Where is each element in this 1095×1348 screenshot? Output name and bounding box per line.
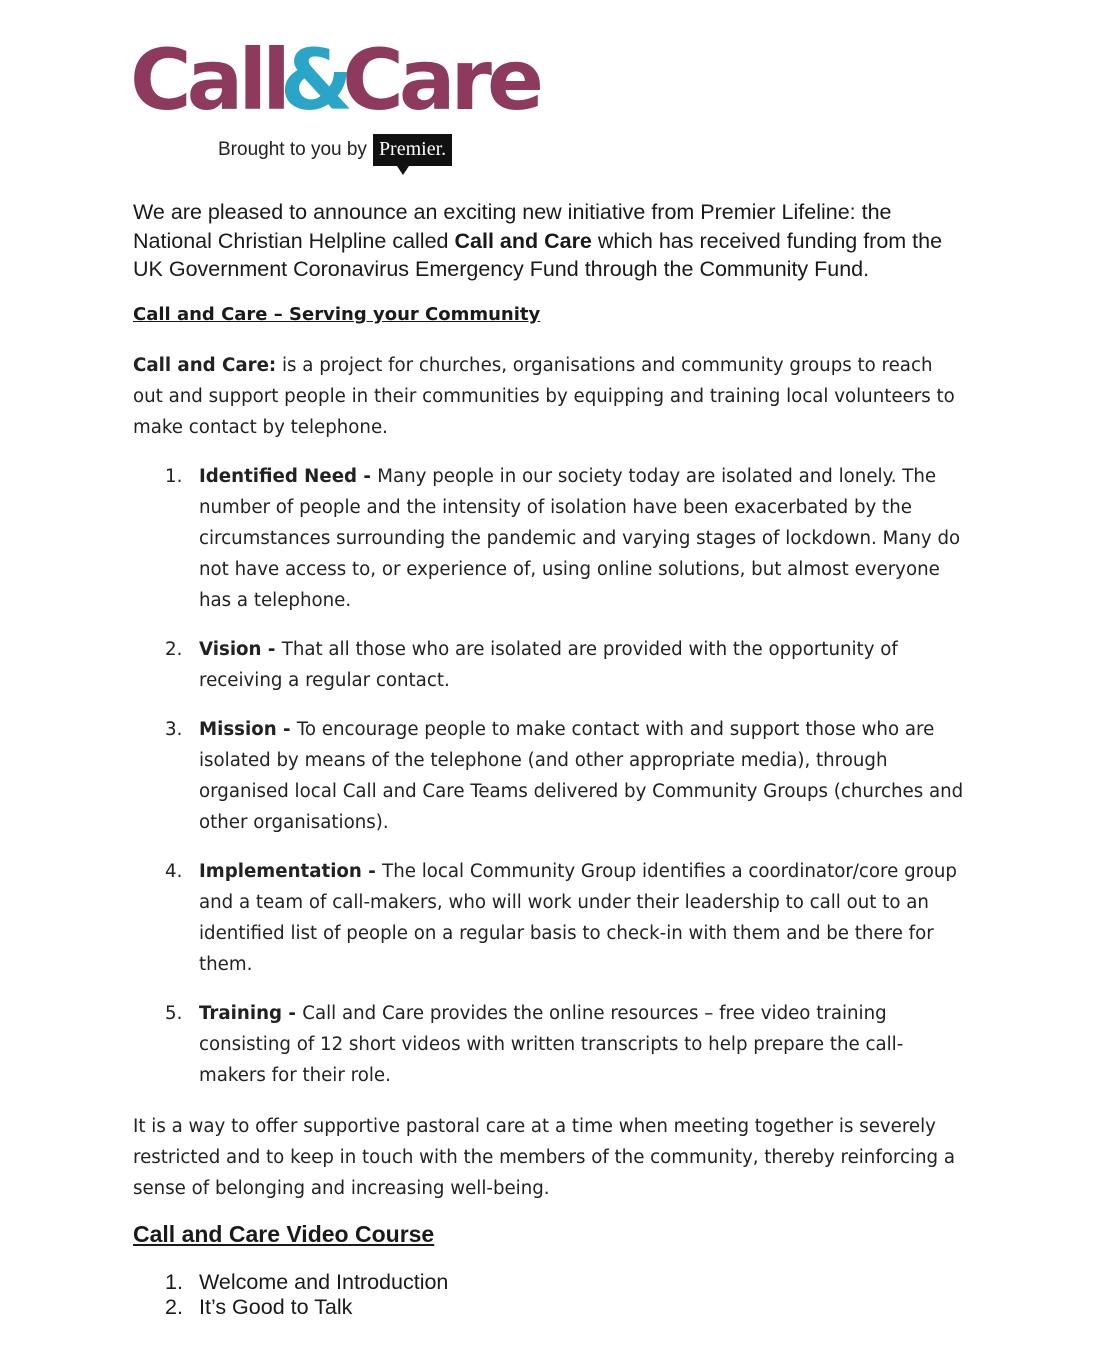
list-item — [133, 998, 968, 1091]
intro-bold: Call and Care — [454, 228, 592, 253]
logo-word-care: Care — [342, 31, 539, 129]
list-item — [133, 634, 968, 696]
list-item-text: The local Community Group identifies a coordinator/core group and a team of call-makers, who will work under their leadership to call out to an identified list of people on a regular basis to check-in with them and be there for them. — [199, 861, 957, 975]
logo-word-call: Call — [130, 31, 286, 129]
list-item-number: 4. — [165, 861, 183, 882]
list-item-number: 5. — [165, 1003, 183, 1024]
list-item-text: That all those who are isolated are provided with the opportunity of receiving a regular contact. — [199, 639, 898, 691]
lead-bold: Call and Care: — [133, 355, 277, 376]
video-course-heading: Call and Care Video Course — [133, 1221, 435, 1247]
logo-tagline — [218, 134, 452, 166]
list-item — [133, 714, 968, 838]
video-item-label: Welcome and Introduction — [199, 1270, 449, 1294]
list-item-text: Call and Care provides the online resources – free video training consisting of 12 short videos with written transcripts to help prepare the call-makers for their role. — [199, 1003, 904, 1086]
intro-text-before: We are pleased to announce an exciting new initiative from Premier Lifeline: the National Christian Helpline called — [133, 200, 892, 253]
premier-badge: Premier. — [373, 134, 452, 166]
list-item-title: Training - — [199, 1003, 303, 1024]
list-item-title: Mission - — [199, 719, 297, 740]
video-course-list — [133, 1270, 448, 1320]
video-item-number: 2. — [165, 1295, 183, 1319]
list-item-title: Identified Need - — [199, 466, 378, 487]
video-course-item — [133, 1295, 448, 1320]
video-item-label: It’s Good to Talk — [199, 1295, 353, 1319]
intro-paragraph — [133, 198, 963, 284]
logo-wordmark — [130, 30, 539, 130]
list-item-text: Many people in our society today are isolated and lonely. The number of people and the intensity of isolation have been exacerbated by the circumstances surrounding the pandemic and varying stages of lockdown. Many do not have access to, or experience of, using online solutions, but almost everyone has a telephone. — [199, 466, 961, 611]
list-item — [133, 461, 968, 616]
lead-text: is a project for churches, organisations and community groups to reach out and support people in their communities by equipping and training local volunteers to make contact by telephone. — [133, 355, 955, 438]
list-item-number: 1. — [165, 466, 183, 487]
list-item-title: Vision - — [199, 639, 282, 660]
list-item — [133, 856, 968, 980]
list-item-text: To encourage people to make contact with and support those who are isolated by means of the telephone (and other appropriate media), through organised local Call and Care Teams delivered by Community Groups (churches and other organisations). — [199, 719, 964, 833]
video-item-number: 1. — [165, 1270, 183, 1294]
video-course-item — [133, 1270, 448, 1295]
list-item-title: Implementation - — [199, 861, 383, 882]
list-item-number: 2. — [165, 639, 183, 660]
section-heading: Call and Care – Serving your Community — [133, 304, 541, 325]
tagline-text: Brought to you by — [218, 139, 367, 160]
intro-text-after: which has received funding from the UK Government Coronavirus Emergency Fund through the Community Fund. — [133, 228, 943, 281]
call-and-care-logo — [130, 30, 560, 180]
section-lead-paragraph — [133, 350, 968, 443]
list-item-number: 3. — [165, 719, 183, 740]
closing-paragraph: It is a way to offer supportive pastoral care at a time when meeting together is severely restricted and to keep in touch with the members of the community, thereby reinforcing a sense of belonging and increasing well-being. — [133, 1116, 955, 1199]
points-list — [133, 461, 968, 1109]
logo-ampersand: & — [279, 31, 349, 129]
